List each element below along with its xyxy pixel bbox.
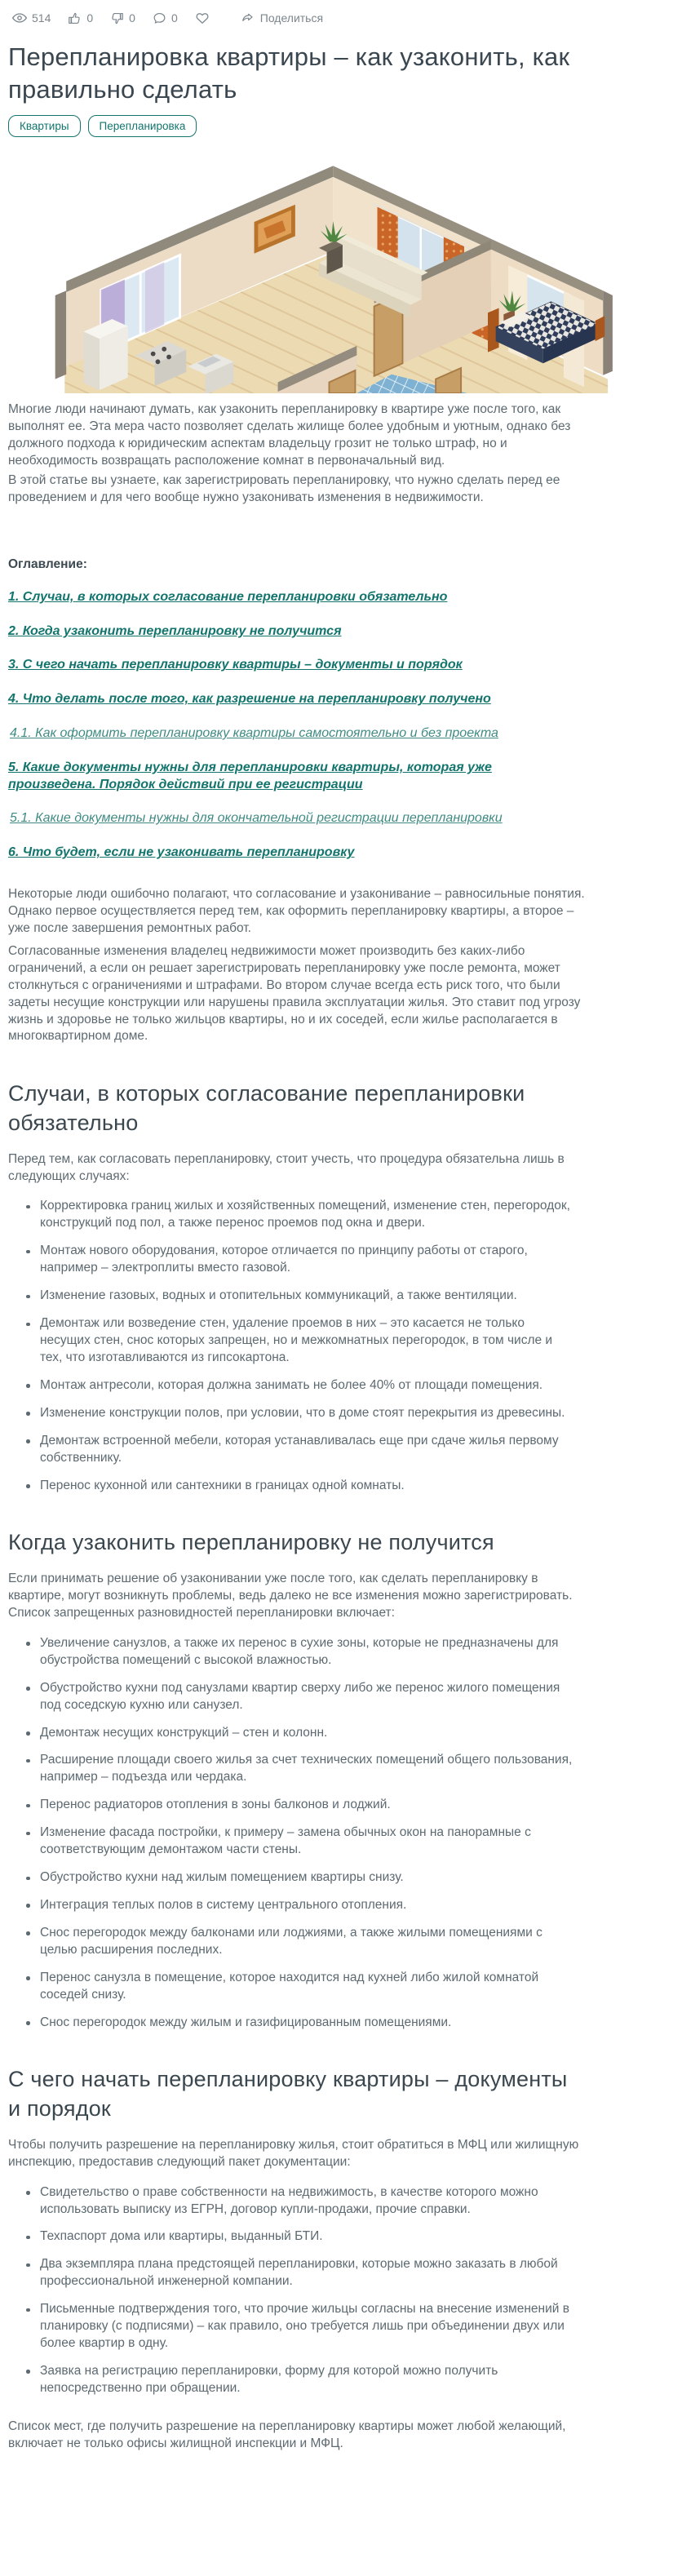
toc-link-5-1[interactable]: 5.1. Какие документы нужны для окончательной регистрации перепланировки xyxy=(10,811,503,826)
toc-link-4[interactable]: 4. Что делать после того, как разрешение на перепланировку получено xyxy=(8,692,491,707)
list-item: Монтаж антресоли, которая должна занимать не более 40% от площади помещения. xyxy=(26,1377,574,1394)
list-item: Расширение площади своего жилья за счет технических помещений общего пользования, например – подъезда или чердака. xyxy=(26,1752,574,1786)
toc-link-1[interactable]: 1. Случаи, в которых согласование перепланировки обязательно xyxy=(8,589,448,604)
toc-link-5[interactable]: 5. Какие документы нужны для перепланировки квартиры, которая уже произведена. Порядок действий при ее регистрации xyxy=(8,760,492,791)
list-item: Демонтаж встроенной мебели, которая устанавливалась еще при сдаче жилья первому собственнику. xyxy=(26,1433,574,1467)
table-of-contents xyxy=(8,589,674,862)
share-button[interactable] xyxy=(240,11,323,26)
toc-link-6[interactable]: 6. Что будет, если не узаконивать перепланировку xyxy=(8,845,355,860)
bullet-list-documents xyxy=(8,2184,674,2397)
list-item: Свидетельство о праве собственности на недвижимость, в качестве которого можно использовать выписку из ЕГРН, договор купли-продажи, прочие справки. xyxy=(26,2184,574,2219)
toc-link-2[interactable]: 2. Когда узаконить перепланировку не получится xyxy=(8,623,342,638)
body-paragraph: Некоторые люди ошибочно полагают, что согласование и узаконивание – равносильные понятия. Однако первое осуществляется перед тем, как оформить перепланировку квартиры, а второе – уже после завершения ремонтных работ. xyxy=(8,887,585,935)
list-item: Обустройство кухни над жилым помещением квартиры снизу. xyxy=(26,1869,574,1887)
likes-count: 0 xyxy=(86,11,94,24)
dislike-button[interactable] xyxy=(109,11,135,26)
list-item: Обустройство кухни под санузлами квартир сверху либо же перенос жилого помещения под соседскую кухню или санузел. xyxy=(26,1680,574,1714)
list-item: Увеличение санузлов, а также их перенос в сухие зоны, которые не предназначены для обустройства помещений с высокой влажностью. xyxy=(26,1635,574,1669)
section-lead: Чтобы получить разрешение на перепланировку жилья, стоит обратиться в МФЦ или жилищную инспекцию, предоставив следующий пакет документации: xyxy=(8,2137,579,2169)
list-item: Снос перегородок между жилым и газифицированным помещениями. xyxy=(26,2015,574,2032)
tag-kvartiry[interactable]: Квартиры xyxy=(8,115,81,137)
comments-button[interactable] xyxy=(152,11,178,26)
list-item: Демонтаж несущих конструкций – стен и колонн. xyxy=(26,1725,574,1742)
eye-icon xyxy=(11,10,28,26)
section-lead: Если принимать решение об узаконивании уже после того, как сделать перепланировку в квартире, могут возникнуть проблемы, ведь далеко не все изменения можно зарегистрировать. Список запрещенных разновидностей перепланировки включает: xyxy=(8,1572,573,1620)
share-arrow-icon xyxy=(240,11,255,26)
tag-list xyxy=(8,115,674,137)
article-hero-image xyxy=(8,149,674,393)
toc-heading: Оглавление: xyxy=(8,556,87,571)
page-title: Перепланировка квартиры – как узаконить, как правильно сделать xyxy=(8,42,570,104)
list-item: Заявка на регистрацию перепланировки, форму для которой можно получить непосредственно при обращении. xyxy=(26,2363,574,2397)
bullet-list-mandatory-approval xyxy=(8,1198,674,1494)
body-paragraph: Согласованные изменения владелец недвижимости может производить без каких-либо ограничений, а если он решает зарегистрировать перепланировку уже после ремонта, может столкнуться с ограничениями и штрафами. Во втором случае всегда есть риск того, что были задеты несущие конструкции или нарушены правила эксплуатации жилья. Это ставит под угрозу жизнь и здоровье не только жильцов квартиры, но и их соседей, если жилье располагается в многоквартирном доме. xyxy=(8,943,581,1044)
favorite-button[interactable] xyxy=(194,10,210,26)
list-item: Корректировка границ жилых и хозяйственных помещений, изменение стен, перегородок, конструкций под пол, а также перенос проемов под окна и двери. xyxy=(26,1198,574,1232)
comment-bubble-icon xyxy=(152,11,167,26)
list-item: Изменение газовых, водных и отопительных коммуникаций, а также вентиляции. xyxy=(26,1288,574,1305)
toc-link-4-1[interactable]: 4.1. Как оформить перепланировку квартиры самостоятельно и без проекта xyxy=(10,726,498,741)
list-item: Интеграция теплых полов в систему центрального отопления. xyxy=(26,1897,574,1914)
list-item: Изменение фасада постройки, к примеру – замена обычных окон на панорамные с соответствующим демонтажом части стены. xyxy=(26,1824,574,1859)
tag-pereplanirovka[interactable]: Перепланировка xyxy=(88,115,197,137)
apartment-3d-render-graphic xyxy=(8,149,674,393)
list-item: Перенос санузла в помещение, которое находится над кухней либо жилой комнатой соседей снизу. xyxy=(26,1970,574,2004)
list-item: Снос перегородок между балконами или лоджиями, а также жилыми помещениями с целью расширения последних. xyxy=(26,1925,574,1959)
list-item: Демонтаж или возведение стен, удаление проемов в них – это касается не только несущих стен, снос которых запрещен, но и межкомнатных перегородок, в том числе и тех, что изготавливаются из гипсокартона. xyxy=(26,1315,574,1367)
list-item: Монтаж нового оборудования, которое отличается по принципу работы от старого, например – электроплиты вместо газовой. xyxy=(26,1243,574,1277)
dislikes-count: 0 xyxy=(129,11,135,24)
list-item: Два экземпляра плана предстоящей перепланировки, которые можно заказать в любой профессиональной инженерной компании. xyxy=(26,2256,574,2290)
list-item: Изменение конструкции полов, при условии, что в доме стоят перекрытия из древесины. xyxy=(26,1405,574,1422)
views-count: 514 xyxy=(32,11,51,24)
share-label: Поделиться xyxy=(259,11,324,24)
body-paragraph: Список мест, где получить разрешение на перепланировку квартиры может любой желающий, включает не только офисы жилищной инспекции и МФЦ. xyxy=(8,2419,566,2450)
views-stat xyxy=(11,10,51,26)
list-item: Перенос радиаторов отопления в зоны балконов и лоджий. xyxy=(26,1797,574,1814)
thumbs-up-icon xyxy=(67,11,82,26)
section-heading-not-possible: Когда узаконить перепланировку не получится xyxy=(8,1530,494,1555)
list-item: Перенос кухонной или сантехники в границах одной комнаты. xyxy=(26,1478,574,1495)
thumbs-down-icon xyxy=(109,11,125,26)
toc-link-3[interactable]: 3. С чего начать перепланировку квартиры – документы и порядок xyxy=(8,658,463,672)
section-heading-mandatory-approval: Случаи, в которых согласование перепланировки обязательно xyxy=(8,1081,525,1135)
section-heading-how-to-start: С чего начать перепланировку квартиры – документы и порядок xyxy=(8,2067,568,2122)
engagement-bar xyxy=(8,0,674,26)
list-item: Техпаспорт дома или квартиры, выданный БТИ. xyxy=(26,2228,574,2246)
heart-icon xyxy=(194,10,210,26)
comments-count: 0 xyxy=(170,11,178,24)
intro-paragraph: В этой статье вы узнаете, как зарегистрировать перепланировку, что нужно сделать перед ее проведением и для чего вообще нужно узаконивать изменения в недвижимости. xyxy=(8,473,560,504)
section-lead: Перед тем, как согласовать перепланировку, стоит учесть, что процедура обязательна лишь в следующих случаях: xyxy=(8,1151,565,1183)
intro-paragraph: Многие люди начинают думать, как узаконить перепланировку в квартире уже после того, как выполнят ее. Эта мера часто позволяет сделать жилище более удобным и уютным, однако без должного подхода к юридическим аспектам владельцу грозит не только штраф, но и необходимость возвращать расположение комнат в первоначальный вид. xyxy=(8,402,571,468)
list-item: Письменные подтверждения того, что прочие жильцы согласны на внесение изменений в планировку (с подписями) – как правило, оно требуется лишь при объединении двух или более квартир в одну. xyxy=(26,2301,574,2352)
bullet-list-not-possible xyxy=(8,1635,674,2032)
like-button[interactable] xyxy=(67,11,93,26)
